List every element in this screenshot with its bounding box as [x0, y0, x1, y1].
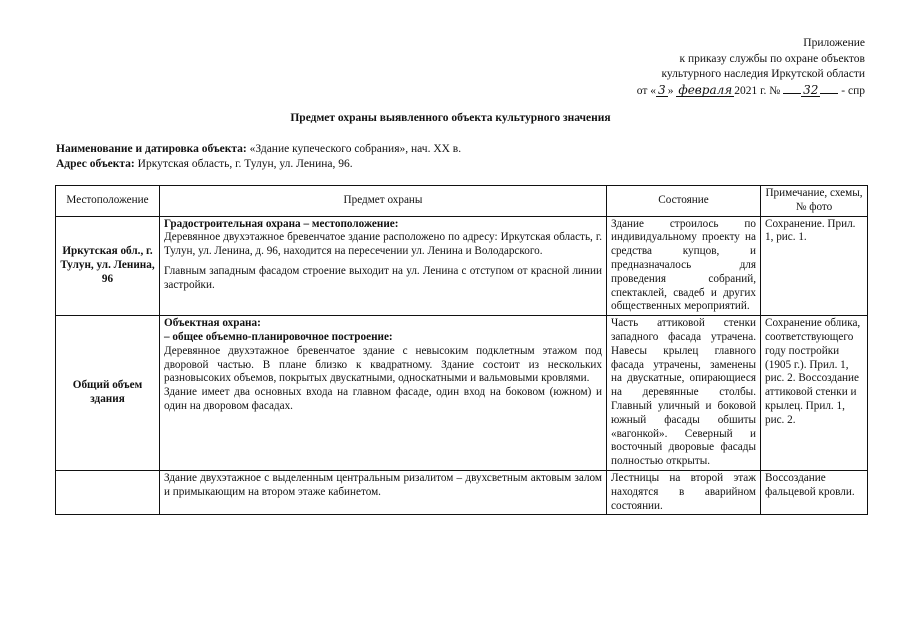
- object-address-value: Иркутская область, г. Тулун, ул. Ленина, 96.: [137, 158, 353, 170]
- table-row: [56, 470, 868, 514]
- appendix-block: [637, 36, 865, 99]
- date-prefix: от «: [636, 84, 657, 97]
- table-header-row: [56, 186, 868, 217]
- protection-table: [55, 185, 868, 515]
- subject-heading: Градостроительная охрана – местоположение:: [164, 217, 399, 230]
- column-header-note: Примечание, схемы, № фото: [761, 186, 868, 217]
- date-day: 3: [658, 82, 666, 97]
- appendix-date-line: [637, 83, 865, 100]
- appendix-agency-line: культурного наследия Иркутской области: [661, 68, 865, 80]
- date-year: 2021 г. №: [734, 84, 781, 97]
- document-title: Предмет охраны выявленного объекта культурного значения: [290, 112, 611, 124]
- number-blank: [783, 83, 801, 94]
- subject-heading: Объектная охрана:: [164, 317, 261, 330]
- row-location: Иркутская обл., г. Тулун, ул. Ленина, 96: [56, 216, 160, 316]
- column-header-subject: Предмет охраны: [160, 186, 607, 217]
- object-name-value: «Здание купеческого собрания», нач. XX в.: [249, 143, 462, 155]
- subject-subheading: – общее объемно-планировочное построение:: [164, 330, 393, 343]
- object-address-line: [56, 157, 461, 172]
- row-subject: [160, 316, 607, 471]
- order-number: 32: [803, 82, 819, 97]
- column-header-state: Состояние: [607, 186, 761, 217]
- row-note: Сохранение. Прил. 1, рис. 1.: [761, 216, 868, 316]
- subject-paragraph: Главным западным фасадом строение выходит на ул. Ленина с отступом от красной линии застройки.: [164, 264, 602, 291]
- object-meta: [56, 142, 461, 172]
- appendix-title: Приложение: [803, 37, 865, 49]
- column-header-location: Местоположение: [56, 186, 160, 217]
- object-address-label: Адрес объекта:: [56, 158, 135, 170]
- row-location: [56, 470, 160, 514]
- row-state: Часть аттиковой стенки западного фасада утрачена. Навесы крылец главного фасада утрачены, заменены на двускатные, опирающиеся на деревянные столбы. Главный уличный и боковой южный фасады обшиты «вагонкой». Северный и восточный дворовые фасады полностью открыты.: [607, 316, 761, 471]
- row-location: Общий объем здания: [56, 316, 160, 471]
- number-suffix: - спр: [841, 84, 865, 97]
- row-state: Здание строилось по индивидуальному проекту на средства купцов, и предназначалось для проведения собраний, спектаклей, свадеб и других общественных мероприятий.: [607, 216, 761, 316]
- date-mid: »: [667, 84, 674, 97]
- table-row: [56, 316, 868, 471]
- row-state: Лестницы на второй этаж находятся в аварийном состоянии.: [607, 470, 761, 514]
- row-note: Сохранение облика, соответствующего году постройки (1905 г.). Прил. 1, рис. 2. Воссоздание аттиковой стенки и крылец. Прил. 1, рис. 2.: [761, 316, 868, 471]
- row-subject: Здание двухэтажное с выделенным центральным ризалитом – двухсветным актовым залом и примыкающим на втором этаже кабинетом.: [160, 470, 607, 514]
- row-subject: [160, 216, 607, 316]
- number-blank-2: [820, 83, 838, 94]
- subject-paragraph: Здание имеет два основных входа на главном фасаде, один вход на боковом (южном) и один на дворовом фасадах.: [164, 386, 602, 412]
- table-row: [56, 216, 868, 316]
- object-name-label: Наименование и датировка объекта:: [56, 143, 247, 155]
- subject-paragraph: Деревянное двухэтажное бревенчатое здание расположено по адресу: Иркутская область, г. Тулун, ул. Ленина, д. 96, находится на пересечении ул. Ленина и Володарского.: [164, 231, 602, 258]
- object-name-line: [56, 142, 461, 157]
- row-note: Воссоздание фальцевой кровли.: [761, 470, 868, 514]
- subject-paragraph: Деревянное двухэтажное бревенчатое здание с невысоким подклетным этажом под дворовой частью. В плане близко к квадратному. Здание состоит из нескольких разновысоких объемов, покрытых двускатными, односкатными и вальмовыми кровлями.: [164, 344, 602, 385]
- appendix-order-line: к приказу службы по охране объектов: [679, 52, 865, 65]
- date-month: февраля: [678, 82, 733, 97]
